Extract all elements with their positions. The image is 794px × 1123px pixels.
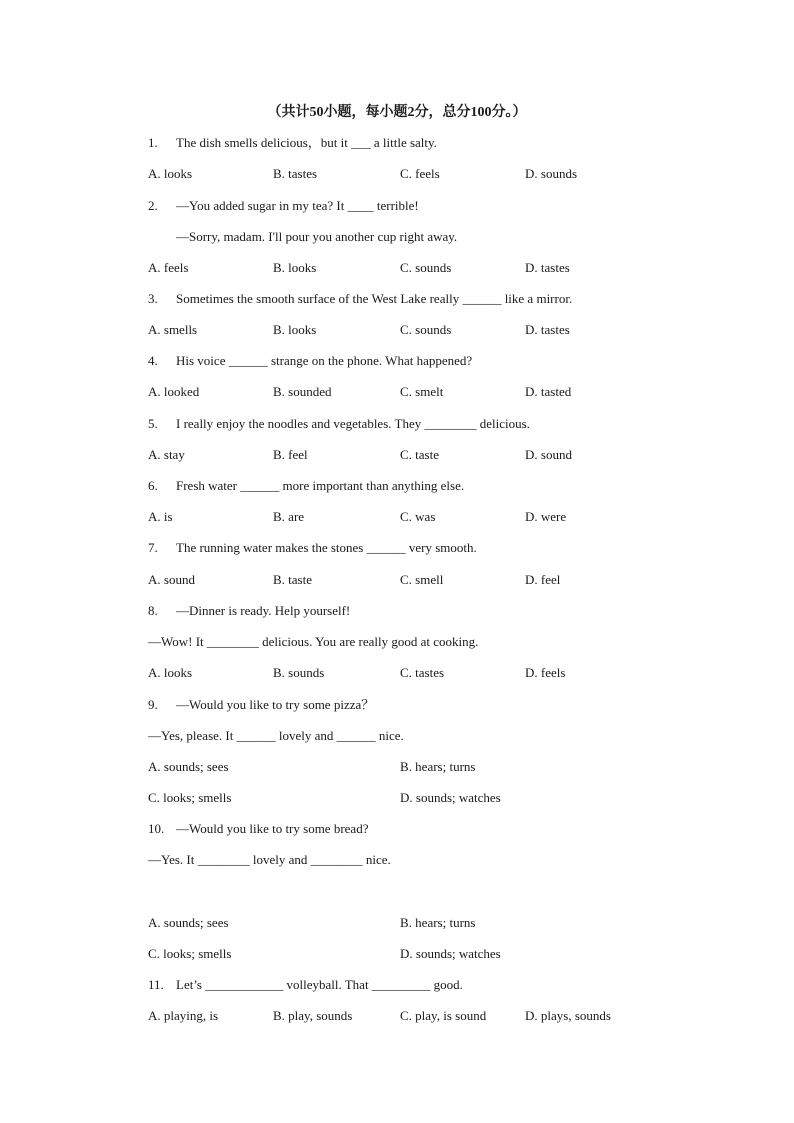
question-9 [148, 696, 374, 714]
option-c[interactable]: C. smelt [400, 384, 444, 399]
question-6 [148, 477, 464, 495]
section-header: （共计50小题，每小题2分，总分100分。） [267, 105, 527, 120]
option-a[interactable]: A. looks [148, 166, 193, 181]
option-b[interactable]: B. taste [273, 572, 312, 587]
question-text: —Dinner is ready. Help yourself! [176, 603, 351, 618]
question-number: 6. [148, 478, 158, 493]
question-number: 8. [148, 603, 158, 618]
question-number: 5. [148, 416, 158, 431]
option-d[interactable]: D. sounds; watches [400, 946, 501, 961]
option-a[interactable]: A. sound [148, 572, 195, 587]
question-number: 2. [148, 198, 158, 213]
question-text: The dish smells delicious，but it ___ a little salty. [176, 135, 437, 150]
option-d[interactable]: D. were [525, 509, 567, 524]
option-c[interactable]: C. tastes [400, 665, 445, 680]
question-text: I really enjoy the noodles and vegetables. They ________ delicious. [176, 416, 530, 431]
option-c[interactable]: C. sounds [400, 260, 452, 275]
option-c[interactable]: C. was [400, 509, 436, 524]
question-number: 10. [148, 821, 165, 836]
option-c[interactable]: C. play, is sound [400, 1008, 487, 1023]
question-11 [148, 976, 463, 994]
question-text-line-2: —Wow! It ________ delicious. You are really good at cooking. [148, 634, 479, 649]
option-a[interactable]: A. playing, is [148, 1008, 219, 1023]
question-8 [148, 602, 350, 620]
option-d[interactable]: D. tasted [525, 384, 572, 399]
option-b[interactable]: B. tastes [273, 166, 318, 181]
option-d[interactable]: D. sounds; watches [400, 790, 501, 805]
option-b[interactable]: B. are [273, 509, 305, 524]
question-text-line-2: —Yes, please. It ______ lovely and ______ nice. [148, 728, 404, 743]
question-number: 1. [148, 135, 158, 150]
question-text: —Would you like to try some bread? [176, 821, 369, 836]
question-text: Sometimes the smooth surface of the West Lake really ______ like a mirror. [176, 291, 573, 306]
question-text: —Would you like to try some pizza？ [176, 697, 375, 712]
question-1 [148, 134, 437, 152]
option-d[interactable]: D. sounds [525, 166, 578, 181]
question-text-line-2: —Sorry, madam. I'll pour you another cup right away. [176, 229, 458, 244]
option-c[interactable]: C. looks; smells [148, 946, 232, 961]
option-a[interactable]: A. sounds; sees [148, 759, 229, 774]
option-a[interactable]: A. feels [148, 260, 189, 275]
option-b[interactable]: B. feel [273, 447, 308, 462]
option-d[interactable]: D. feel [525, 572, 561, 587]
option-b[interactable]: B. looks [273, 260, 317, 275]
option-b[interactable]: B. play, sounds [273, 1008, 353, 1023]
option-b[interactable]: B. sounded [273, 384, 332, 399]
question-number: 11. [148, 977, 164, 992]
option-a[interactable]: A. looked [148, 384, 200, 399]
question-number: 4. [148, 353, 158, 368]
question-number: 9. [148, 697, 158, 712]
question-text: —You added sugar in my tea? It ____ terrible! [176, 198, 419, 213]
question-number: 3. [148, 291, 158, 306]
question-text: Fresh water ______ more important than anything else. [176, 478, 465, 493]
option-c[interactable]: C. sounds [400, 322, 452, 337]
question-text: Let’s ____________ volleyball. That _________ good. [176, 977, 463, 992]
option-c[interactable]: C. taste [400, 447, 439, 462]
question-text: His voice ______ strange on the phone. What happened? [176, 353, 473, 368]
option-d[interactable]: D. plays, sounds [525, 1008, 611, 1023]
option-d[interactable]: D. tastes [525, 260, 570, 275]
question-10 [148, 820, 368, 838]
question-2 [148, 197, 419, 215]
option-c[interactable]: C. feels [400, 166, 440, 181]
question-4 [148, 352, 472, 370]
option-a[interactable]: A. stay [148, 447, 185, 462]
question-5 [148, 415, 530, 433]
option-a[interactable]: A. looks [148, 665, 193, 680]
option-c[interactable]: C. smell [400, 572, 444, 587]
option-a[interactable]: A. smells [148, 322, 198, 337]
option-d[interactable]: D. feels [525, 665, 566, 680]
question-text: The running water makes the stones ______ very smooth. [176, 540, 477, 555]
question-text-line-2: —Yes. It ________ lovely and ________ nice. [148, 852, 391, 867]
question-7 [148, 539, 477, 557]
option-d[interactable]: D. sound [525, 447, 572, 462]
option-b[interactable]: B. hears; turns [400, 759, 476, 774]
question-number: 7. [148, 540, 158, 555]
option-c[interactable]: C. looks; smells [148, 790, 232, 805]
option-a[interactable]: A. is [148, 509, 173, 524]
option-d[interactable]: D. tastes [525, 322, 570, 337]
question-3 [148, 290, 572, 308]
option-a[interactable]: A. sounds; sees [148, 915, 229, 930]
option-b[interactable]: B. hears; turns [400, 915, 476, 930]
option-b[interactable]: B. sounds [273, 665, 325, 680]
option-b[interactable]: B. looks [273, 322, 317, 337]
